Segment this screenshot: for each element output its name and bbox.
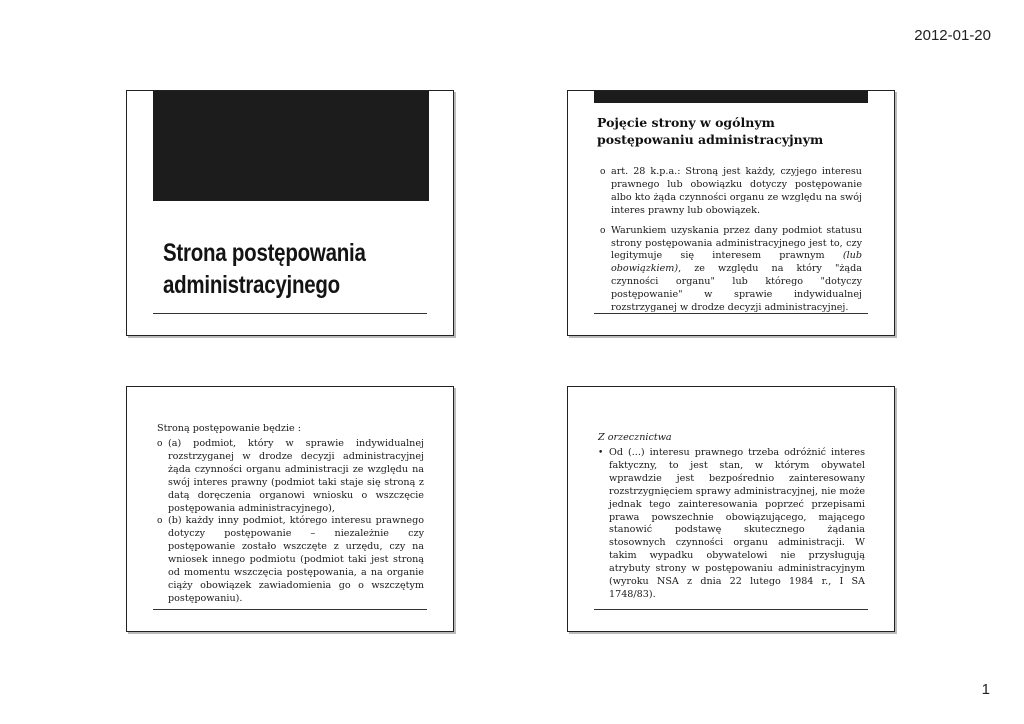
slide-bottom-rule (153, 313, 427, 314)
bullet-list (598, 447, 865, 602)
slide-kicker: Z orzecznictwa (598, 432, 672, 443)
bullet-text-part-2: , ze względu na który "żąda czynności organu" lub którego "dotyczy postępowanie" w sprawie indywidualnej rozstrzyganej w drodze decyzji administracyjnej. (611, 263, 862, 314)
list-item (157, 438, 424, 515)
list-item (600, 225, 862, 315)
circle-bullet-icon: o (157, 439, 163, 449)
slide-2-definition (567, 90, 895, 336)
page-number: 1 (981, 681, 990, 698)
slide-title-line-1: Strona postępowania (163, 239, 366, 267)
bullet-text: art. 28 k.p.a.: Stroną jest każdy, czyjego interesu prawnego lub obowiązku dotyczy postępowanie albo kto żąda czynności organu ze względu na swój interes prawny lub obowiązek. (611, 166, 862, 216)
slide-top-bar (594, 91, 868, 103)
list-item (598, 447, 865, 602)
slide-title (163, 237, 384, 301)
circle-bullet-icon: o (157, 516, 163, 527)
slide-intro: Stroną postępowanie będzie : (157, 423, 301, 434)
slide-4-case-law (567, 386, 895, 632)
circle-bullet-icon: o (600, 167, 606, 177)
title-black-block (153, 91, 429, 201)
bullet-list (600, 166, 862, 315)
bullet-text: Od (...) interesu prawnego trzeba odróżnić interes faktyczny, to jest stan, w którym obywatel wprawdzie jest bezpośrednio zainteresowany rozstrzygnięciem sprawy administracyjnej, nie może jednak tego zainteresowania poprzeć przepisami prawa powszechnie obowiązującego, mającego stanowić podstawę skutecznego żądania stosownych czynności organu administracji. W takim wypadku obywatelowi nie przysługują atrybuty strony w postępowaniu administracyjnym (wyroku NSA z dnia 22 lutego 1984 r., I SA 1748/83). (609, 447, 865, 600)
slide-bottom-rule (594, 313, 868, 314)
bullet-text: (b) każdy inny podmiot, którego interesu prawnego dotyczy postępowanie – niezależnie czy postępowanie zostało wszczęte z urzędu, czy na wniosek innego podmiotu (podmiot taki jest stroną od momentu wszczęcia postępowania, a na organie ciąży obowiązek zawiadomienia go o wszczętym postępowaniu). (168, 515, 424, 604)
slide-heading: Pojęcie strony w ogólnym postępowaniu administracyjnym (597, 115, 824, 147)
list-item (157, 515, 424, 605)
header-date: 2012-01-20 (914, 27, 991, 44)
dot-bullet-icon: • (598, 448, 604, 458)
bullet-text-italic: (lub obowiązkiem) (611, 250, 862, 275)
bullet-text: (a) podmiot, który w sprawie indywidualnej rozstrzyganej w drodze decyzji administracyjnej żąda czynności organu administracji ze względu na swój interes prawny (podmiot taki staje się stroną z datą doręczenia organowi wniosku o wszczęcie postępowania administracyjnego), (168, 438, 424, 514)
list-item (600, 166, 862, 218)
slide-3-party-types (126, 386, 454, 632)
slide-bottom-rule (594, 609, 868, 610)
bullet-text-part-1: Warunkiem uzyskania przez dany podmiot statusu strony postępowania administracyjnego jest to, czy legitymuje się interesem prawnym (611, 224, 862, 262)
bullet-list (157, 438, 424, 606)
circle-bullet-icon: o (600, 225, 606, 236)
slide-1-title (126, 90, 454, 336)
slide-bottom-rule (153, 609, 427, 610)
slide-title-line-2: administracyjnego (163, 271, 340, 299)
